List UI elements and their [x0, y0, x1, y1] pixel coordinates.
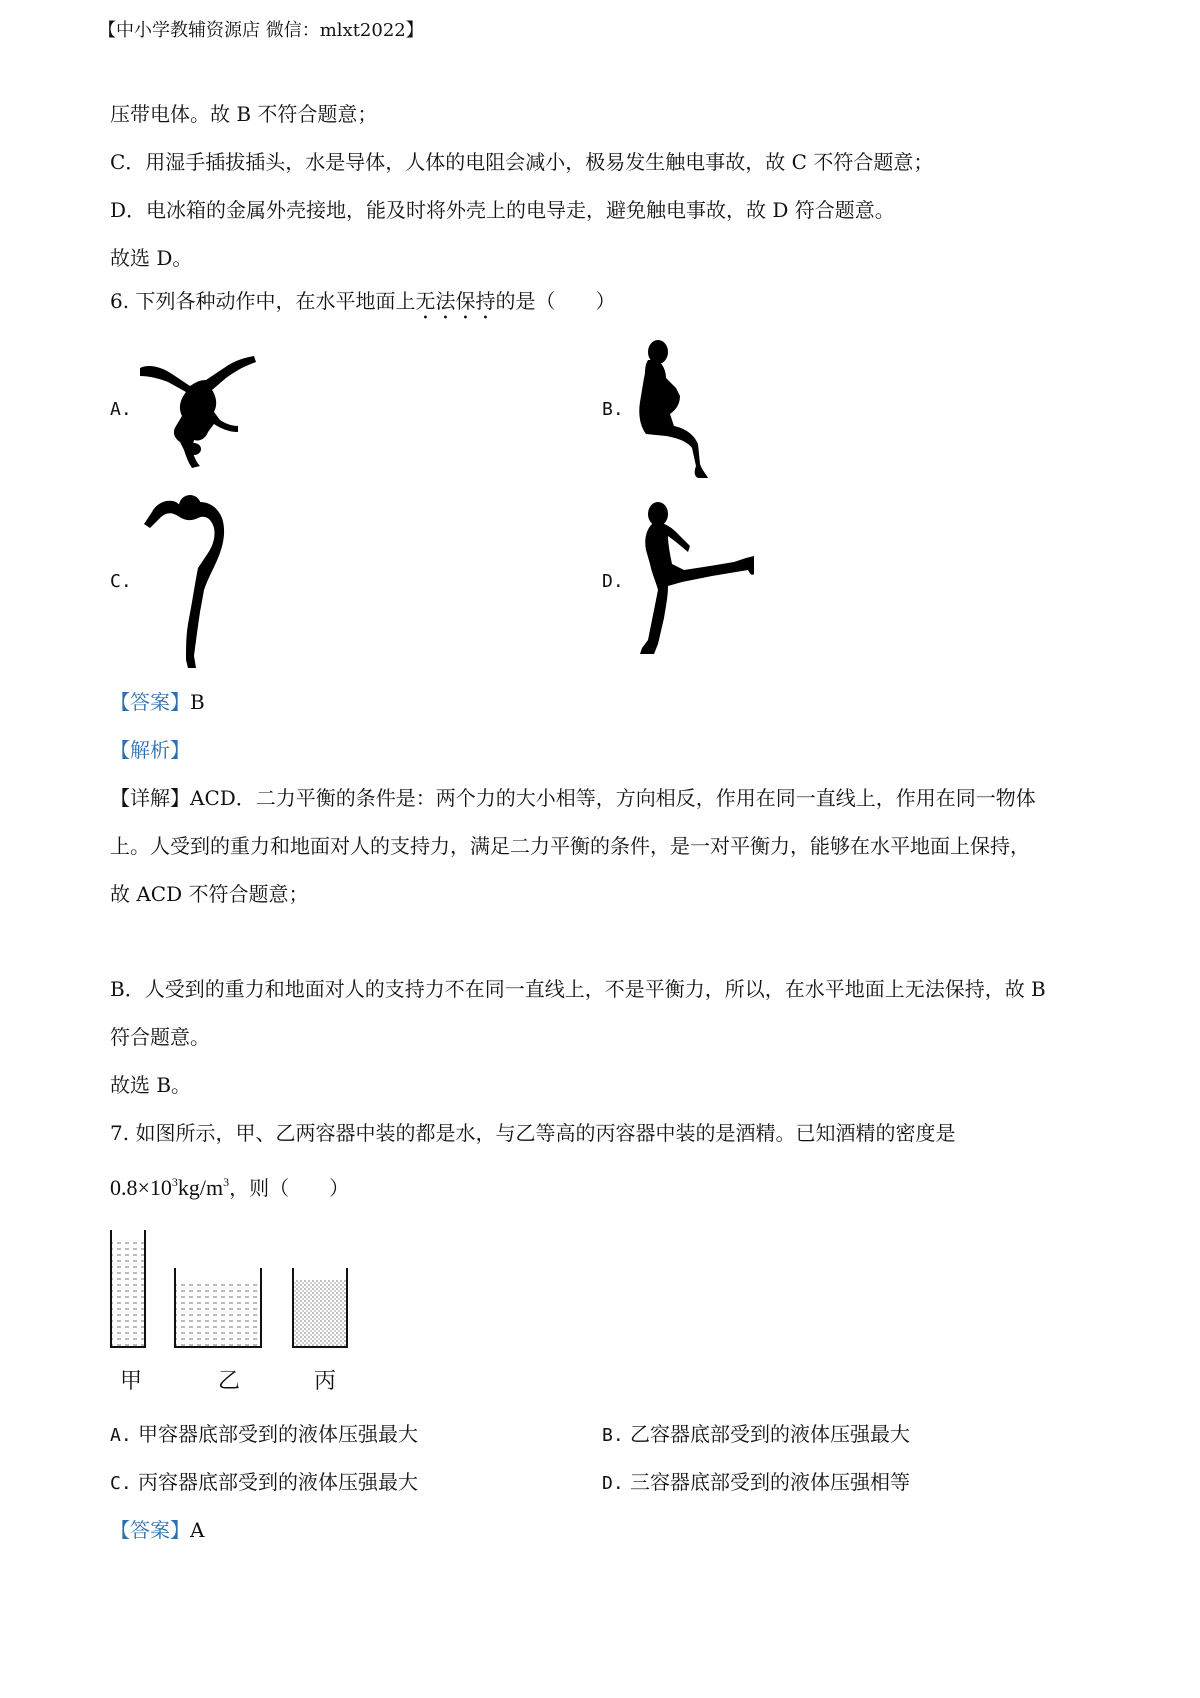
formula-unit: kg/m — [177, 1175, 224, 1200]
q7-option-b — [602, 1420, 910, 1448]
ballet-pose-silhouette-icon — [140, 494, 240, 672]
q6-answer — [110, 688, 205, 716]
q5-option-d-explanation: D．电冰箱的金属外壳接地，能及时将外壳上的电导走，避免触电事故，故 D 符合题意。 — [110, 198, 895, 222]
container-jia — [111, 1230, 145, 1347]
density-formula — [110, 1175, 229, 1200]
detail-b-line-2: 符合题意。 — [110, 1025, 210, 1049]
q7-option-c-label: C. — [110, 1473, 132, 1494]
q5-text-line: 压带电体。故 B 不符合题意； — [110, 102, 378, 126]
q7-option-a-label: A. — [110, 1425, 132, 1446]
detail-line-2: 上。人受到的重力和地面对人的支持力，满足二力平衡的条件，是一对平衡力，能够在水平地面上保持， — [110, 834, 1030, 858]
answer-value: B — [190, 690, 205, 714]
q6-option-b-label: B. — [602, 399, 624, 420]
q7-option-b-text: 乙容器底部受到的液体压强最大 — [630, 1422, 911, 1446]
q6-stem-prefix: 6. 下列各种动作中，在水平地面上 — [110, 289, 416, 313]
containers-diagram — [108, 1228, 358, 1358]
q7-option-d — [602, 1468, 910, 1496]
detail-b-line-1: B．人受到的重力和地面对人的支持力不在同一直线上，不是平衡力，所以，在水平地面上无法保持，故 B — [110, 977, 1046, 1001]
q7-option-c — [110, 1468, 418, 1496]
container-label-bing: 丙 — [314, 1369, 337, 1394]
q7-stem: 7. 如图所示，甲、乙两容器中装的都是水，与乙等高的丙容器中装的是酒精。已知酒精的密度是 — [110, 1121, 956, 1145]
handstand-silhouette-icon — [138, 346, 258, 471]
sitting-woman-silhouette-icon — [636, 338, 716, 480]
q7-option-d-label: D. — [602, 1473, 624, 1494]
q6-stem-suffix: 的是（ ） — [495, 289, 616, 313]
analysis-tag: 【解析】 — [110, 738, 190, 762]
answer-tag: 【答案】 — [110, 690, 190, 714]
formula-exponent: 3 — [171, 1175, 178, 1189]
container-yi — [175, 1268, 261, 1347]
formula-base: 0.8×10 — [110, 1175, 172, 1200]
answer-value: A — [190, 1518, 205, 1542]
detail-text: ACD．二力平衡的条件是：两个力的大小相等，方向相反，作用在同一直线上，作用在同一物体 — [190, 786, 1036, 810]
container-label-jia: 甲 — [120, 1369, 143, 1394]
container-label-yi: 乙 — [218, 1369, 241, 1394]
q7-option-d-text: 三容器底部受到的液体压强相等 — [630, 1470, 911, 1494]
q7-option-b-label: B. — [602, 1425, 624, 1446]
q6-option-a-label: A. — [110, 399, 132, 420]
detail-line-1 — [110, 784, 1036, 812]
q5-conclusion: 故选 D。 — [110, 246, 193, 270]
page-header: 【中小学教辅资源店 微信：mlxt2022】 — [98, 20, 424, 41]
q7-stem-suffix: ，则（ ） — [229, 1176, 350, 1200]
q6-stem-emphasis: 无法保持 — [415, 289, 496, 313]
q7-option-a — [110, 1420, 418, 1448]
answer-tag: 【答案】 — [110, 1518, 190, 1542]
q7-answer — [110, 1516, 204, 1544]
q7-option-c-text: 丙容器底部受到的液体压强最大 — [138, 1470, 419, 1494]
q6-option-d-label: D. — [602, 571, 624, 592]
container-bing — [293, 1268, 347, 1347]
q6-conclusion: 故选 B。 — [110, 1073, 192, 1097]
q7-option-a-text: 甲容器底部受到的液体压强最大 — [138, 1422, 419, 1446]
q7-formula-line — [110, 1168, 349, 1202]
detail-line-3: 故 ACD 不符合题意； — [110, 882, 309, 906]
q6-stem — [110, 287, 615, 324]
formula-unit-exponent: 3 — [223, 1175, 230, 1189]
detail-tag: 【详解】 — [110, 786, 190, 810]
q5-option-c-explanation: C．用湿手插拔插头，水是导体，人体的电阻会减小，极易发生触电事故，故 C 不符合题意； — [110, 150, 934, 174]
high-kick-silhouette-icon — [636, 500, 756, 656]
q6-option-c-label: C. — [110, 571, 132, 592]
